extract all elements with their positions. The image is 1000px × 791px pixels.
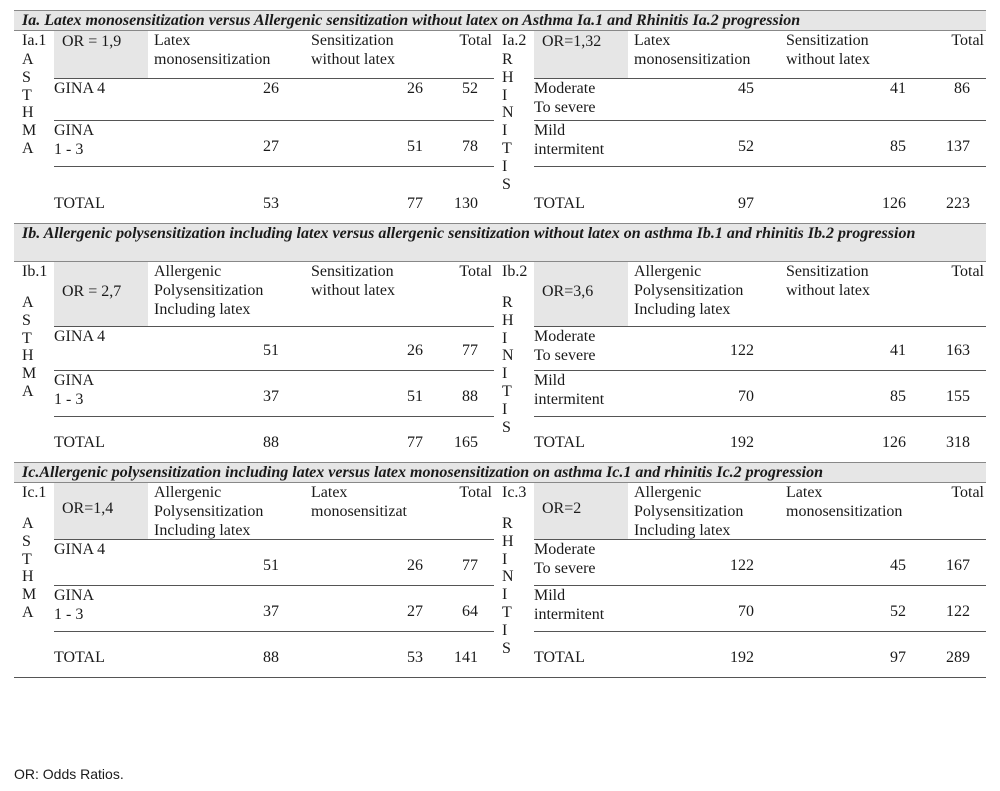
- row-group-column: [494, 31, 534, 223]
- vertical-letter: H: [502, 311, 514, 329]
- table-row: [534, 586, 986, 631]
- table-row: [534, 540, 986, 585]
- table-row: [54, 327, 494, 370]
- table-section: [14, 10, 986, 223]
- value-exposed: 192: [730, 649, 754, 666]
- value-total: 86: [954, 80, 970, 97]
- value-total: 52: [462, 80, 478, 97]
- table-row: [534, 417, 986, 462]
- column-header-line: Allergenic: [634, 484, 702, 501]
- column-header-line: Allergenic: [154, 263, 222, 280]
- column-header-reference: [786, 262, 936, 300]
- column-header-reference: [786, 31, 936, 69]
- vertical-label: [494, 294, 534, 436]
- vertical-letter: A: [22, 139, 34, 157]
- value-exposed: 53: [263, 195, 279, 212]
- table-row: [534, 79, 986, 120]
- row-label: [54, 540, 150, 559]
- vertical-label: [494, 515, 534, 657]
- value-reference: 85: [890, 138, 906, 155]
- header-row: [534, 483, 986, 539]
- value-total: 77: [462, 557, 478, 574]
- column-header-line: without latex: [311, 51, 395, 68]
- column-header-line: Sensitization: [786, 32, 869, 49]
- value-reference: 51: [407, 138, 423, 155]
- column-header-line: Including latex: [634, 522, 731, 539]
- column-header-line: without latex: [786, 51, 870, 68]
- table-row: [54, 371, 494, 416]
- row-label-line: GINA: [54, 372, 94, 389]
- column-header-line: monosensitization: [786, 503, 903, 520]
- value-reference: 41: [890, 80, 906, 97]
- value-total: 289: [946, 649, 970, 666]
- row-group-column: [494, 483, 534, 677]
- column-header-total: Total: [459, 263, 492, 280]
- vertical-letter: R: [502, 515, 513, 532]
- row-label-line: To severe: [534, 347, 596, 364]
- row-label: [534, 121, 630, 159]
- column-header-exposed: [154, 262, 309, 319]
- value-total: 318: [946, 434, 970, 451]
- column-header-line: Sensitization: [786, 263, 869, 280]
- vertical-letter: N: [502, 568, 514, 586]
- row-label-line: TOTAL: [534, 649, 585, 666]
- row-label: [534, 433, 630, 452]
- column-header-exposed: [634, 31, 784, 69]
- vertical-letter: A: [22, 515, 34, 532]
- row-label-line: To severe: [534, 99, 596, 116]
- row-label-line: Mild: [534, 122, 566, 139]
- row-label: [54, 433, 150, 452]
- value-exposed: 37: [263, 388, 279, 405]
- header-row: [534, 262, 986, 326]
- footnote: OR: Odds Ratios.: [14, 766, 124, 782]
- vertical-label: [14, 51, 54, 158]
- value-reference: 77: [407, 434, 423, 451]
- row-label-line: TOTAL: [534, 434, 585, 451]
- table-row: [534, 327, 986, 370]
- table-row: [54, 586, 494, 631]
- table-row: [534, 167, 986, 223]
- odds-ratio-value: OR=1,4: [62, 500, 114, 517]
- subtable-id: Ic.1: [22, 484, 47, 501]
- column-header-exposed: [154, 31, 309, 69]
- rhinitis-subtable: [494, 31, 986, 223]
- row-label-line: TOTAL: [54, 434, 105, 451]
- column-header-line: Latex: [634, 32, 671, 49]
- table-row: [534, 371, 986, 416]
- value-reference: 52: [890, 603, 906, 620]
- odds-ratio-value: OR = 2,7: [62, 283, 122, 300]
- vertical-letter: H: [22, 104, 34, 122]
- row-label-line: GINA 4: [54, 541, 106, 558]
- column-header-line: monosensitization: [154, 51, 271, 68]
- row-label: [54, 586, 150, 624]
- vertical-letter: T: [502, 603, 512, 621]
- row-label: [54, 371, 150, 409]
- vertical-letter: I: [502, 122, 508, 140]
- row-group-column: [14, 262, 54, 462]
- column-header-total: Total: [951, 484, 984, 501]
- column-header-line: Latex: [154, 32, 191, 49]
- row-label: [534, 648, 630, 667]
- table-row: [54, 121, 494, 166]
- row-label-line: 1 - 3: [54, 391, 84, 408]
- row-label-line: Moderate: [534, 80, 596, 97]
- value-total: 141: [454, 649, 478, 666]
- column-header-total: Total: [951, 32, 984, 49]
- vertical-letter: H: [22, 347, 34, 365]
- value-total: 64: [462, 603, 478, 620]
- row-label-line: intermitent: [534, 391, 605, 408]
- column-header-exposed: [154, 483, 309, 540]
- table-row: [534, 121, 986, 166]
- row-label: [534, 79, 630, 117]
- vertical-letter: N: [502, 104, 514, 122]
- value-reference: 26: [407, 342, 423, 359]
- value-total: 165: [454, 434, 478, 451]
- table-row: [54, 632, 494, 677]
- row-label: [534, 194, 630, 213]
- vertical-letter: R: [502, 51, 513, 68]
- column-header-line: Polysensitization: [634, 282, 744, 299]
- table-section: [14, 462, 986, 677]
- vertical-letter: M: [22, 122, 37, 140]
- vertical-letter: S: [502, 175, 511, 193]
- vertical-letter: H: [22, 568, 34, 586]
- odds-ratio-value: OR = 1,9: [62, 33, 122, 50]
- column-header-line: Allergenic: [634, 263, 702, 280]
- odds-ratio-cell: [534, 262, 628, 326]
- value-exposed: 26: [263, 80, 279, 97]
- rhinitis-subtable: [494, 483, 986, 677]
- value-reference: 126: [882, 195, 906, 212]
- column-header-reference: [311, 483, 453, 521]
- column-header-line: monosensitization: [634, 51, 751, 68]
- value-reference: 51: [407, 388, 423, 405]
- odds-ratio-cell: [534, 31, 628, 78]
- vertical-letter: S: [22, 532, 31, 550]
- odds-ratio-cell: [534, 483, 628, 539]
- value-total: 155: [946, 388, 970, 405]
- vertical-letter: M: [22, 365, 37, 383]
- row-label-line: intermitent: [534, 141, 605, 158]
- row-label-line: GINA: [54, 122, 94, 139]
- row-label: [534, 586, 630, 624]
- header-row: [54, 483, 494, 539]
- odds-ratio-table: [14, 10, 986, 678]
- row-group-column: [14, 483, 54, 677]
- value-exposed: 27: [263, 138, 279, 155]
- row-label-line: Mild: [534, 372, 566, 389]
- odds-ratio-cell: [54, 31, 148, 78]
- vertical-letter: T: [22, 329, 32, 347]
- odds-ratio-value: OR=3,6: [542, 283, 594, 300]
- vertical-letter: S: [502, 639, 511, 657]
- row-label-line: Moderate: [534, 541, 596, 558]
- row-label: [534, 371, 630, 409]
- value-reference: 45: [890, 557, 906, 574]
- value-exposed: 37: [263, 603, 279, 620]
- subtable-id: Ib.1: [22, 263, 48, 280]
- row-label: [534, 540, 630, 578]
- vertical-letter: T: [22, 86, 32, 104]
- column-header-line: Polysensitization: [154, 282, 264, 299]
- vertical-letter: I: [502, 86, 508, 104]
- row-label: [54, 327, 150, 346]
- value-reference: 26: [407, 557, 423, 574]
- value-exposed: 122: [730, 342, 754, 359]
- row-label-line: TOTAL: [54, 649, 105, 666]
- asthma-subtable: [14, 262, 494, 462]
- value-reference: 27: [407, 603, 423, 620]
- row-label-line: 1 - 3: [54, 606, 84, 623]
- value-reference: 126: [882, 434, 906, 451]
- subtable-id: Ib.2: [502, 263, 528, 280]
- column-header-line: Including latex: [154, 301, 251, 318]
- subtable-id: Ic.3: [502, 484, 527, 501]
- table-row: [534, 632, 986, 677]
- value-exposed: 51: [263, 342, 279, 359]
- column-header-total: Total: [459, 484, 492, 501]
- value-total: 130: [454, 195, 478, 212]
- value-reference: 41: [890, 342, 906, 359]
- vertical-letter: M: [22, 586, 37, 604]
- vertical-letter: I: [502, 365, 508, 383]
- vertical-letter: I: [502, 400, 508, 418]
- vertical-letter: A: [22, 51, 34, 68]
- column-header-total: Total: [951, 263, 984, 280]
- table-row: [54, 540, 494, 585]
- vertical-letter: R: [502, 294, 513, 311]
- column-header-line: Latex: [786, 484, 823, 501]
- row-label-line: 1 - 3: [54, 141, 84, 158]
- value-exposed: 52: [738, 138, 754, 155]
- row-label: [54, 194, 150, 213]
- section-body: [14, 483, 986, 677]
- value-exposed: 88: [263, 434, 279, 451]
- column-header-line: Including latex: [154, 522, 251, 539]
- vertical-letter: N: [502, 347, 514, 365]
- value-total: 167: [946, 557, 970, 574]
- value-exposed: 45: [738, 80, 754, 97]
- vertical-letter: I: [502, 157, 508, 175]
- header-row: [534, 31, 986, 78]
- value-total: 88: [462, 388, 478, 405]
- vertical-letter: T: [22, 550, 32, 568]
- header-row: [54, 262, 494, 326]
- value-total: 137: [946, 138, 970, 155]
- value-total: 78: [462, 138, 478, 155]
- vertical-letter: I: [502, 550, 508, 568]
- row-label-line: GINA 4: [54, 328, 106, 345]
- column-header-line: Including latex: [634, 301, 731, 318]
- section-title: Ic.Allergenic polysensitization including latex versus latex monosensitization on asthma Ic.1 and rhinitis Ic.2 progression: [14, 462, 986, 483]
- value-exposed: 88: [263, 649, 279, 666]
- vertical-label: [14, 294, 54, 401]
- value-reference: 26: [407, 80, 423, 97]
- column-header-line: Polysensitization: [154, 503, 264, 520]
- column-header-line: Allergenic: [154, 484, 222, 501]
- vertical-letter: A: [22, 382, 34, 400]
- section-body: [14, 31, 986, 223]
- row-label-line: GINA: [54, 587, 94, 604]
- vertical-letter: H: [502, 532, 514, 550]
- value-total: 122: [946, 603, 970, 620]
- table-section: [14, 223, 986, 462]
- subtable-id: Ia.2: [502, 32, 527, 49]
- vertical-letter: I: [502, 621, 508, 639]
- section-body: [14, 262, 986, 462]
- vertical-letter: T: [502, 382, 512, 400]
- subtable-id: Ia.1: [22, 32, 47, 49]
- value-total: 163: [946, 342, 970, 359]
- vertical-letter: S: [502, 418, 511, 436]
- row-group-column: [14, 31, 54, 223]
- value-exposed: 122: [730, 557, 754, 574]
- rhinitis-subtable: [494, 262, 986, 462]
- table-row: [54, 79, 494, 120]
- vertical-label: [14, 515, 54, 622]
- table-row: [54, 167, 494, 223]
- column-header-line: without latex: [786, 282, 870, 299]
- vertical-letter: S: [22, 311, 31, 329]
- vertical-label: [494, 51, 534, 193]
- column-header-exposed: [634, 262, 784, 319]
- row-label: [54, 648, 150, 667]
- value-reference: 97: [890, 649, 906, 666]
- value-exposed: 192: [730, 434, 754, 451]
- column-header-reference: [311, 31, 453, 69]
- vertical-letter: H: [502, 68, 514, 86]
- row-label: [534, 327, 630, 365]
- value-total: 77: [462, 342, 478, 359]
- asthma-subtable: [14, 31, 494, 223]
- vertical-letter: A: [22, 294, 34, 311]
- row-label-line: TOTAL: [54, 195, 105, 212]
- column-header-reference: [311, 262, 453, 300]
- column-header-line: monosensitizat: [311, 503, 407, 520]
- value-exposed: 70: [738, 388, 754, 405]
- value-exposed: 97: [738, 195, 754, 212]
- row-label-line: TOTAL: [534, 195, 585, 212]
- row-label: [54, 79, 150, 98]
- row-label-line: Moderate: [534, 328, 596, 345]
- row-label-line: GINA 4: [54, 80, 106, 97]
- column-header-reference: [786, 483, 936, 521]
- value-reference: 77: [407, 195, 423, 212]
- row-label-line: intermitent: [534, 606, 605, 623]
- value-exposed: 51: [263, 557, 279, 574]
- table-row: [54, 417, 494, 462]
- row-label-line: To severe: [534, 560, 596, 577]
- value-reference: 53: [407, 649, 423, 666]
- odds-ratio-value: OR=1,32: [542, 33, 602, 50]
- column-header-line: Polysensitization: [634, 503, 744, 520]
- column-header-line: without latex: [311, 282, 395, 299]
- odds-ratio-cell: [54, 483, 148, 539]
- vertical-letter: T: [502, 139, 512, 157]
- value-reference: 85: [890, 388, 906, 405]
- column-header-line: Latex: [311, 484, 348, 501]
- column-header-line: Sensitization: [311, 263, 394, 280]
- row-label: [54, 121, 150, 159]
- table-bottom-border: [14, 677, 986, 678]
- asthma-subtable: [14, 483, 494, 677]
- row-group-column: [494, 262, 534, 462]
- column-header-exposed: [634, 483, 784, 540]
- value-exposed: 70: [738, 603, 754, 620]
- row-label-line: Mild: [534, 587, 566, 604]
- vertical-letter: I: [502, 329, 508, 347]
- section-title: Ia. Latex monosensitization versus Allergenic sensitization without latex on Asthma Ia.1 and Rhinitis Ia.2 progression: [14, 10, 986, 31]
- odds-ratio-value: OR=2: [542, 500, 582, 517]
- vertical-letter: I: [502, 586, 508, 604]
- vertical-letter: S: [22, 68, 31, 86]
- column-header-total: Total: [459, 32, 492, 49]
- vertical-letter: A: [22, 603, 34, 621]
- header-row: [54, 31, 494, 78]
- odds-ratio-cell: [54, 262, 148, 326]
- value-total: 223: [946, 195, 970, 212]
- column-header-line: Sensitization: [311, 32, 394, 49]
- section-title: Ib. Allergenic polysensitization including latex versus allergenic sensitization without latex on asthma Ib.1 and rhinitis Ib.2 progression: [14, 223, 986, 262]
